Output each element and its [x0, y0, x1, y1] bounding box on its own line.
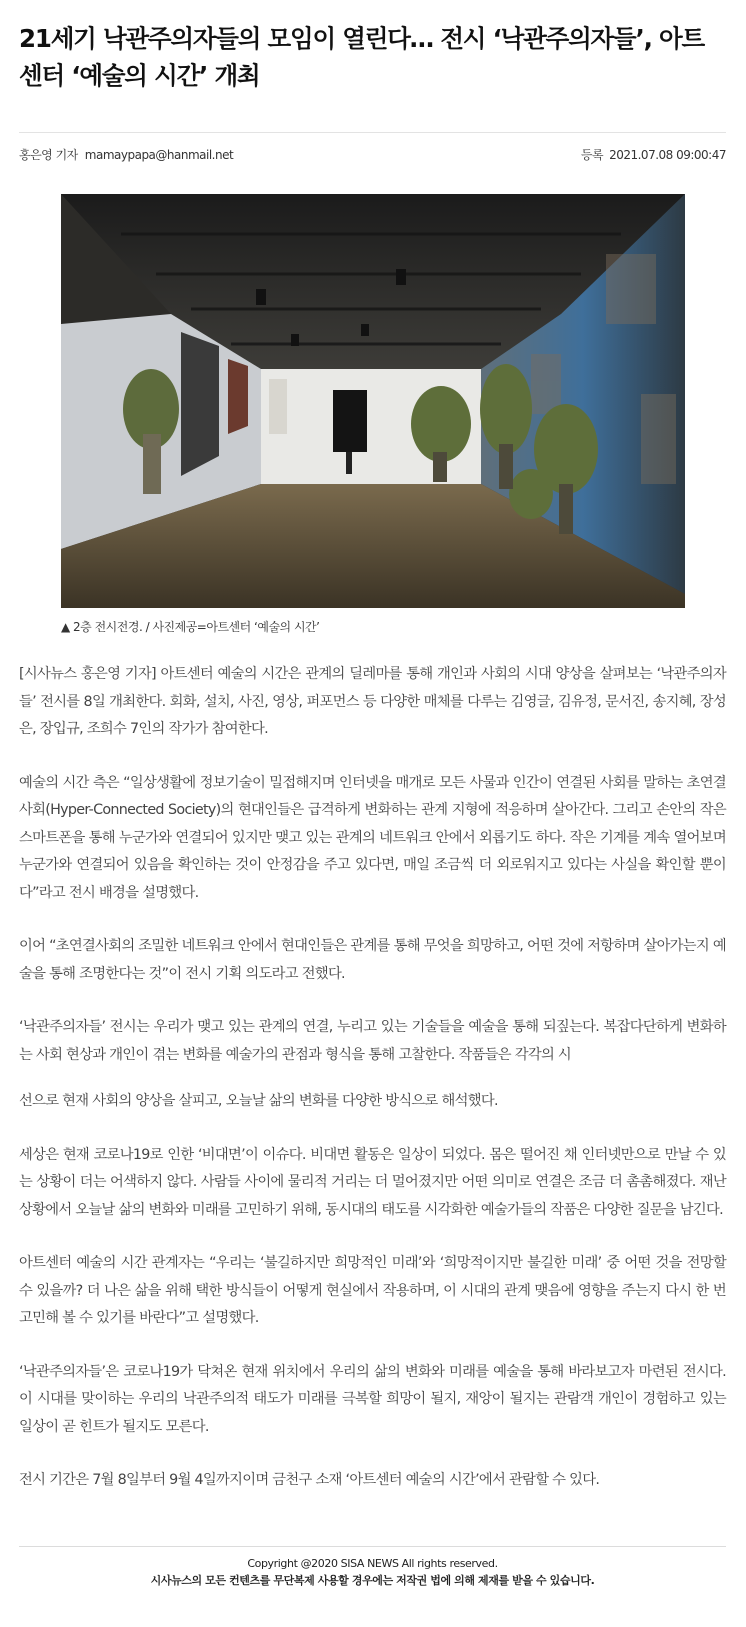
paragraph: 아트센터 예술의 시간 관계자는 “우리는 ‘불길하지만 희망적인 미래’와 ‘희망적이지만 불길한 미래’ 중 어떤 것을 전망할 수 있을까? 더 나은 삶을 위해 택한 방식들이 어떻게 현실에서 작용하며, 이 시대의 관계 맺음에 영향을 주는지 다시 한 번 고민해 볼 수 있기를 바란다”고 설명했다. — [19, 1255, 726, 1326]
paragraph: ‘낙관주의자들’은 코로나19가 닥쳐온 현재 위치에서 우리의 삶의 변화와 미래를 예술을 통해 바라보고자 마련된 전시다. 이 시대를 맞이하는 우리의 낙관주의적 태도가 미래를 극복할 희망이 될지, 재앙이 될지는 관람객 개인이 경험하고 있는 일상이 곧 힌트가 될지도 모른다. — [19, 1363, 726, 1435]
copyright-text: Copyright @2020 SISA NEWS All rights reserved. — [247, 1557, 498, 1570]
paragraph: 세상은 현재 코로나19로 인한 ‘비대면’이 이슈다. 비대면 활동은 일상이 되었다. 몸은 떨어진 채 인터넷만으로 만날 수 있는 상황이 더는 어색하지 않다. 사람들 사이에 물리적 거리는 더 멀어졌지만 어떤 의미로 연결은 조금 더 촘촘해졌다. 재난 상황에서 오늘날 삶의 변화와 미래를 고민하기 위해, 동시대의 태도를 시각화한 예술가들의 작품은 다양한 질문을 남긴다. — [19, 1146, 726, 1218]
byline-date — [581, 146, 726, 163]
article — [19, 0, 726, 162]
registered-label: 등록 — [580, 148, 604, 162]
header-divider — [19, 132, 726, 133]
byline-author — [19, 146, 233, 163]
registered-datetime: 2021.07.08 09:00:47 — [609, 148, 726, 162]
photo-caption: ▲ 2층 전시전경. / 사진제공=아트센터 ‘예술의 시간’ — [61, 620, 320, 634]
paragraph: 선으로 현재 사회의 양상을 살피고, 오늘날 삶의 변화를 다양한 방식으로 해석했다. — [19, 1093, 498, 1109]
paragraph: [시사뉴스 홍은영 기자] 아트센터 예술의 시간은 관계의 딜레마를 통해 개인과 사회의 시대 양상을 살펴보는 ‘낙관주의자들’ 전시를 8일 개최한다. 회화, 설치, 사진, 영상, 퍼포먼스 등 다양한 매체를 다루는 김영글, 김유정, 문서진, 송지혜, 장성은, 장입규, 조희수 7인의 작가가 참여한다. — [19, 666, 726, 737]
article-title: 21세기 낙관주의자들의 모임이 열린다… 전시 ‘낙관주의자들’, 아트센터 ‘예술의 시간’ 개최 — [19, 24, 704, 90]
reporter-email[interactable]: mamaypapa@hanmail.net — [84, 148, 234, 162]
footer — [19, 1555, 726, 1589]
footer-divider — [19, 1546, 726, 1547]
exhibition-photo — [61, 194, 685, 608]
paragraph: 전시 기간은 7월 8일부터 9월 4일까지이며 금천구 소재 ‘아트센터 예술의 시간’에서 관람할 수 있다. — [19, 1472, 600, 1488]
byline — [19, 146, 726, 166]
reporter-name: 홍은영 기자 — [19, 148, 78, 162]
copyright-notice: 시사뉴스의 모든 컨텐츠를 무단복제 사용할 경우에는 저작권 법에 의해 제재를 받을 수 있습니다. — [150, 1574, 595, 1587]
paragraph: 예술의 시간 측은 “일상생활에 정보기술이 밀접해지며 인터넷을 매개로 모든 사물과 인간이 연결된 사회를 말하는 초연결사회(Hyper-Connected Society)의 현대인들은 급격하게 변화하는 관계 지형에 적응하며 살아간다. 그리고 손안의 작은 스마트폰을 통해 누군가와 연결되어 있지만 맺고 있는 관계의 네트워크 안에서 외롭기도 하다. 작은 기계를 계속 열어보며 누군가와 연결되어 있음을 확인하는 것이 안정감을 주고 있다면, 매일 조금씩 더 외로워지고 있다는 사실을 확인할 뿐이다”라고 전시 배경을 설명했다. — [19, 774, 726, 901]
article-body — [19, 661, 726, 1495]
paragraph: ‘낙관주의자들’ 전시는 우리가 맺고 있는 관계의 연결, 누리고 있는 기술들을 예술을 통해 되짚는다. 복잡다단하게 변화하는 사회 현상과 개인이 겪는 변화를 예술가의 관점과 형식을 통해 고찰한다. 작품들은 각각의 시 — [19, 1019, 726, 1063]
paragraph: 이어 “초연결사회의 조밀한 네트워크 안에서 현대인들은 관계를 통해 무엇을 희망하고, 어떤 것에 저항하며 살아가는지 예술을 통해 조명한다는 것”이 전시 기획 의도라고 전했다. — [19, 938, 726, 982]
